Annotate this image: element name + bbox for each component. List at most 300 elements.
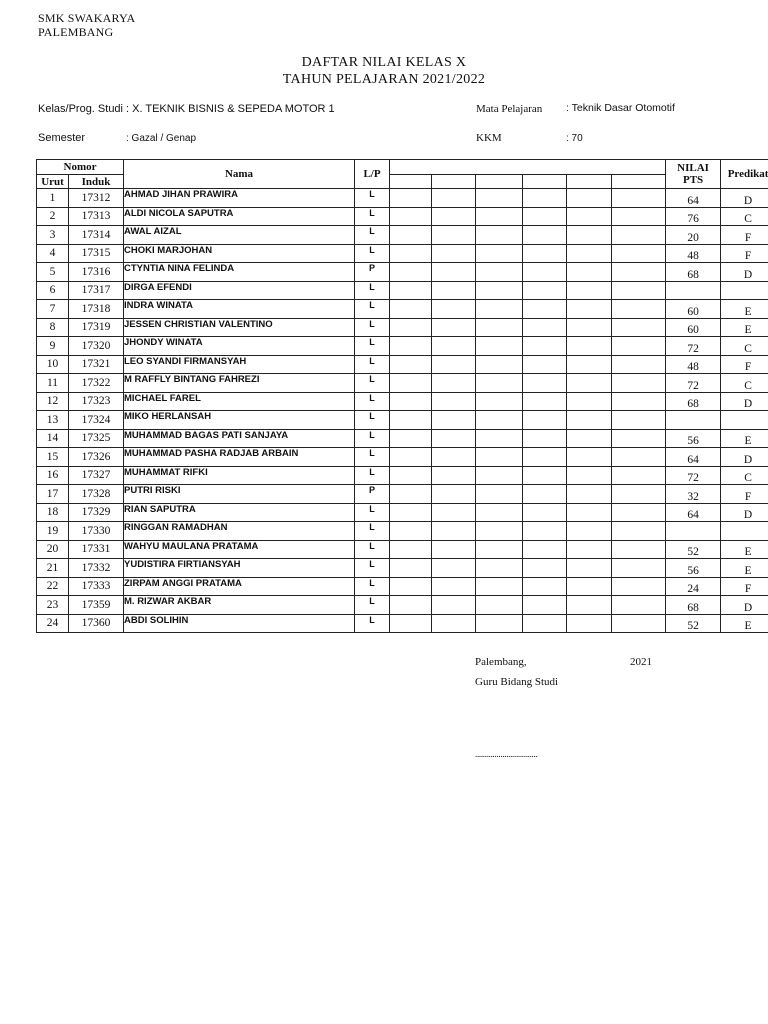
cell-induk: 17359: [69, 596, 124, 615]
kelas-value: : X. TEKNIK BISNIS & SEPEDA MOTOR 1: [126, 103, 335, 115]
table-row: [37, 263, 768, 282]
cell-blank: [432, 411, 476, 430]
mapel-label: Mata Pelajaran: [476, 103, 543, 115]
cell-nama: RIAN SAPUTRA: [124, 503, 355, 522]
cell-blank: [523, 448, 567, 467]
cell-blank: [432, 577, 476, 596]
cell-nilai: 56: [666, 429, 721, 448]
table-row: [37, 411, 768, 430]
cell-induk: 17313: [69, 207, 124, 226]
cell-blank: [567, 189, 612, 208]
cell-blank: [432, 189, 476, 208]
cell-blank: [567, 392, 612, 411]
cell-blank: [567, 355, 612, 374]
cell-blank: [432, 429, 476, 448]
cell-nama: M. RIZWAR AKBAR: [124, 596, 355, 615]
cell-blank: [390, 503, 432, 522]
cell-blank: [390, 374, 432, 393]
cell-blank: [390, 281, 432, 300]
cell-blank: [523, 300, 567, 319]
cell-nama: AWAL AIZAL: [124, 226, 355, 245]
cell-blank: [612, 263, 666, 282]
cell-nilai: 76: [666, 207, 721, 226]
cell-predikat: D: [721, 448, 768, 467]
cell-nama: RINGGAN RAMADHAN: [124, 522, 355, 541]
cell-blank: [567, 300, 612, 319]
cell-blank: [523, 485, 567, 504]
cell-urut: 22: [37, 577, 69, 596]
cell-blank: [432, 466, 476, 485]
cell-predikat: E: [721, 540, 768, 559]
header-blank-col: [523, 175, 567, 189]
cell-blank: [523, 466, 567, 485]
document-title: DAFTAR NILAI KELAS X: [301, 55, 467, 70]
table-row: [37, 337, 768, 356]
cell-blank: [390, 577, 432, 596]
cell-blank: [476, 226, 523, 245]
header-nilai-pts: [666, 160, 721, 189]
cell-blank: [476, 466, 523, 485]
cell-induk: 17325: [69, 429, 124, 448]
cell-nilai: 68: [666, 392, 721, 411]
cell-blank: [612, 466, 666, 485]
signature-role: Guru Bidang Studi: [475, 676, 559, 688]
cell-lp: L: [355, 355, 390, 374]
cell-lp: L: [355, 522, 390, 541]
cell-urut: 14: [37, 429, 69, 448]
cell-urut: 13: [37, 411, 69, 430]
signature-year: 2021: [630, 656, 652, 668]
cell-nilai: 20: [666, 226, 721, 245]
cell-nama: PUTRI RISKI: [124, 485, 355, 504]
cell-predikat: D: [721, 392, 768, 411]
cell-blank: [432, 448, 476, 467]
cell-blank: [523, 281, 567, 300]
cell-nama: ALDI NICOLA SAPUTRA: [124, 207, 355, 226]
cell-lp: L: [355, 189, 390, 208]
cell-nama: CTYNTIA NINA FELINDA: [124, 263, 355, 282]
cell-nilai: 56: [666, 559, 721, 578]
cell-lp: L: [355, 596, 390, 615]
cell-nilai: 60: [666, 318, 721, 337]
cell-blank: [476, 522, 523, 541]
cell-urut: 18: [37, 503, 69, 522]
header-blank-col: [390, 175, 432, 189]
header-nama: Nama: [124, 160, 355, 189]
cell-blank: [612, 337, 666, 356]
cell-blank: [390, 466, 432, 485]
cell-predikat: E: [721, 559, 768, 578]
table-row: [37, 466, 768, 485]
kkm-label: KKM: [476, 132, 502, 144]
cell-nama: LEO SYANDI FIRMANSYAH: [124, 355, 355, 374]
cell-blank: [390, 189, 432, 208]
cell-urut: 15: [37, 448, 69, 467]
header-lp: L/P: [355, 160, 390, 189]
cell-predikat: [721, 281, 768, 300]
cell-blank: [390, 429, 432, 448]
cell-lp: L: [355, 577, 390, 596]
header-nilai: NILAI: [677, 162, 709, 174]
cell-induk: 17316: [69, 263, 124, 282]
cell-blank: [476, 355, 523, 374]
cell-blank: [523, 540, 567, 559]
table-row: [37, 374, 768, 393]
cell-lp: L: [355, 318, 390, 337]
table-row: [37, 207, 768, 226]
cell-blank: [523, 392, 567, 411]
cell-nama: M RAFFLY BINTANG FAHREZI: [124, 374, 355, 393]
cell-predikat: C: [721, 466, 768, 485]
cell-blank: [476, 429, 523, 448]
cell-blank: [476, 596, 523, 615]
cell-blank: [432, 540, 476, 559]
cell-nama: MUHAMMAT RIFKI: [124, 466, 355, 485]
header-blank-col: [567, 175, 612, 189]
cell-blank: [612, 559, 666, 578]
school-name: SMK SWAKARYA: [38, 11, 136, 25]
cell-lp: L: [355, 411, 390, 430]
cell-nilai: 64: [666, 503, 721, 522]
cell-nilai: 72: [666, 337, 721, 356]
cell-blank: [567, 577, 612, 596]
cell-blank: [612, 300, 666, 319]
cell-blank: [390, 540, 432, 559]
signature-place: Palembang,: [475, 656, 527, 668]
grades-table: [36, 159, 768, 633]
cell-predikat: E: [721, 318, 768, 337]
cell-blank: [523, 596, 567, 615]
cell-blank: [523, 263, 567, 282]
cell-blank: [567, 522, 612, 541]
cell-induk: 17326: [69, 448, 124, 467]
table-row: [37, 614, 768, 633]
cell-blank: [567, 318, 612, 337]
cell-nilai: 68: [666, 263, 721, 282]
table-row: [37, 226, 768, 245]
cell-blank: [612, 540, 666, 559]
cell-blank: [390, 522, 432, 541]
cell-predikat: C: [721, 374, 768, 393]
cell-blank: [390, 614, 432, 633]
header-nomor: Nomor: [37, 160, 124, 175]
cell-predikat: C: [721, 207, 768, 226]
cell-nilai: [666, 281, 721, 300]
cell-lp: L: [355, 466, 390, 485]
cell-blank: [567, 374, 612, 393]
semester-value: : Gazal / Genap: [126, 133, 197, 144]
cell-blank: [432, 281, 476, 300]
cell-urut: 6: [37, 281, 69, 300]
cell-nilai: 32: [666, 485, 721, 504]
cell-blank: [476, 337, 523, 356]
cell-predikat: F: [721, 577, 768, 596]
cell-blank: [390, 263, 432, 282]
header-induk: Induk: [69, 175, 124, 189]
table-row: [37, 318, 768, 337]
cell-predikat: E: [721, 300, 768, 319]
cell-blank: [567, 559, 612, 578]
cell-blank: [476, 540, 523, 559]
cell-induk: 17320: [69, 337, 124, 356]
cell-induk: 17323: [69, 392, 124, 411]
cell-induk: 17318: [69, 300, 124, 319]
cell-blank: [612, 448, 666, 467]
cell-blank: [523, 226, 567, 245]
cell-predikat: D: [721, 263, 768, 282]
cell-blank: [612, 392, 666, 411]
cell-blank: [523, 614, 567, 633]
table-row: [37, 522, 768, 541]
cell-predikat: F: [721, 485, 768, 504]
mapel-value: : Teknik Dasar Otomotif: [566, 102, 675, 114]
cell-nama: ABDI SOLIHIN: [124, 614, 355, 633]
cell-blank: [476, 411, 523, 430]
cell-predikat: [721, 411, 768, 430]
cell-blank: [476, 614, 523, 633]
cell-blank: [432, 392, 476, 411]
cell-blank: [567, 448, 612, 467]
cell-blank: [432, 596, 476, 615]
cell-blank: [567, 207, 612, 226]
cell-blank: [567, 466, 612, 485]
cell-blank: [612, 429, 666, 448]
table-row: [37, 485, 768, 504]
cell-urut: 23: [37, 596, 69, 615]
cell-blank: [523, 207, 567, 226]
table-row: [37, 392, 768, 411]
cell-lp: L: [355, 614, 390, 633]
cell-blank: [476, 300, 523, 319]
cell-lp: L: [355, 503, 390, 522]
cell-nama: MICHAEL FAREL: [124, 392, 355, 411]
cell-blank: [612, 503, 666, 522]
cell-blank: [523, 577, 567, 596]
cell-blank: [567, 596, 612, 615]
cell-blank: [612, 318, 666, 337]
cell-blank: [612, 355, 666, 374]
cell-induk: 17331: [69, 540, 124, 559]
cell-urut: 19: [37, 522, 69, 541]
cell-induk: 17327: [69, 466, 124, 485]
cell-blank: [476, 189, 523, 208]
cell-lp: L: [355, 300, 390, 319]
cell-nilai: [666, 522, 721, 541]
signature-line: ................................: [475, 749, 538, 759]
cell-predikat: D: [721, 503, 768, 522]
cell-blank: [476, 207, 523, 226]
cell-urut: 20: [37, 540, 69, 559]
header-predikat: Predikat: [721, 160, 768, 189]
cell-blank: [612, 189, 666, 208]
cell-blank: [390, 485, 432, 504]
cell-induk: 17312: [69, 189, 124, 208]
cell-blank: [390, 355, 432, 374]
cell-nama: WAHYU MAULANA PRATAMA: [124, 540, 355, 559]
cell-blank: [523, 429, 567, 448]
cell-induk: 17332: [69, 559, 124, 578]
header-blank-col: [432, 175, 476, 189]
table-row: [37, 596, 768, 615]
cell-blank: [432, 559, 476, 578]
cell-blank: [390, 448, 432, 467]
cell-blank: [476, 374, 523, 393]
cell-blank: [612, 485, 666, 504]
cell-blank: [612, 374, 666, 393]
cell-blank: [432, 207, 476, 226]
table-row: [37, 577, 768, 596]
cell-predikat: D: [721, 596, 768, 615]
semester-label: Semester: [38, 132, 86, 144]
cell-blank: [567, 614, 612, 633]
cell-urut: 21: [37, 559, 69, 578]
cell-lp: L: [355, 429, 390, 448]
cell-blank: [612, 577, 666, 596]
cell-blank: [567, 263, 612, 282]
cell-lp: P: [355, 263, 390, 282]
kelas-label: Kelas/Prog. Studi: [38, 103, 123, 115]
table-row: [37, 244, 768, 263]
cell-blank: [476, 263, 523, 282]
header-blank-group: [390, 160, 666, 175]
cell-blank: [432, 485, 476, 504]
cell-blank: [390, 392, 432, 411]
cell-nama: DIRGA EFENDI: [124, 281, 355, 300]
cell-lp: L: [355, 540, 390, 559]
cell-predikat: C: [721, 337, 768, 356]
cell-urut: 2: [37, 207, 69, 226]
cell-induk: 17317: [69, 281, 124, 300]
cell-blank: [476, 448, 523, 467]
cell-induk: 17360: [69, 614, 124, 633]
cell-nilai: 72: [666, 374, 721, 393]
cell-blank: [432, 522, 476, 541]
cell-blank: [390, 559, 432, 578]
cell-induk: 17319: [69, 318, 124, 337]
cell-blank: [567, 226, 612, 245]
cell-urut: 24: [37, 614, 69, 633]
cell-nama: ZIRPAM ANGGI PRATAMA: [124, 577, 355, 596]
cell-blank: [612, 411, 666, 430]
cell-blank: [523, 411, 567, 430]
cell-blank: [432, 355, 476, 374]
cell-nama: CHOKI MARJOHAN: [124, 244, 355, 263]
cell-predikat: F: [721, 244, 768, 263]
cell-blank: [476, 485, 523, 504]
cell-blank: [432, 263, 476, 282]
table-row: [37, 540, 768, 559]
cell-nama: MIKO HERLANSAH: [124, 411, 355, 430]
cell-blank: [432, 337, 476, 356]
cell-induk: 17321: [69, 355, 124, 374]
cell-nilai: 64: [666, 189, 721, 208]
cell-predikat: F: [721, 226, 768, 245]
grade-rows: [37, 189, 768, 633]
cell-blank: [612, 244, 666, 263]
cell-nama: MUHAMMAD BAGAS PATI SANJAYA: [124, 429, 355, 448]
cell-urut: 10: [37, 355, 69, 374]
cell-lp: L: [355, 207, 390, 226]
cell-blank: [390, 226, 432, 245]
cell-predikat: D: [721, 189, 768, 208]
cell-blank: [390, 318, 432, 337]
cell-blank: [390, 300, 432, 319]
header-blank-col: [476, 175, 523, 189]
cell-blank: [567, 429, 612, 448]
header-urut: Urut: [37, 175, 69, 189]
cell-blank: [567, 337, 612, 356]
cell-nilai: 48: [666, 244, 721, 263]
cell-urut: 12: [37, 392, 69, 411]
table-row: [37, 300, 768, 319]
cell-blank: [476, 503, 523, 522]
cell-blank: [523, 559, 567, 578]
cell-blank: [567, 411, 612, 430]
cell-nilai: 60: [666, 300, 721, 319]
cell-blank: [390, 244, 432, 263]
cell-urut: 16: [37, 466, 69, 485]
cell-blank: [523, 318, 567, 337]
cell-blank: [523, 522, 567, 541]
cell-lp: L: [355, 226, 390, 245]
cell-nilai: 24: [666, 577, 721, 596]
cell-nilai: 68: [666, 596, 721, 615]
cell-blank: [567, 485, 612, 504]
cell-blank: [432, 503, 476, 522]
cell-blank: [612, 281, 666, 300]
cell-nilai: 52: [666, 540, 721, 559]
table-row: [37, 429, 768, 448]
cell-lp: L: [355, 448, 390, 467]
cell-lp: L: [355, 374, 390, 393]
cell-blank: [567, 503, 612, 522]
cell-lp: L: [355, 337, 390, 356]
cell-blank: [567, 540, 612, 559]
table-row: [37, 503, 768, 522]
cell-induk: 17330: [69, 522, 124, 541]
cell-nilai: 72: [666, 466, 721, 485]
cell-blank: [523, 355, 567, 374]
cell-lp: L: [355, 281, 390, 300]
cell-lp: L: [355, 559, 390, 578]
cell-blank: [523, 503, 567, 522]
cell-urut: 4: [37, 244, 69, 263]
cell-blank: [612, 522, 666, 541]
cell-blank: [476, 577, 523, 596]
cell-blank: [476, 318, 523, 337]
cell-induk: 17329: [69, 503, 124, 522]
cell-blank: [390, 596, 432, 615]
header-blank-col: [612, 175, 666, 189]
cell-blank: [612, 226, 666, 245]
cell-induk: 17328: [69, 485, 124, 504]
cell-induk: 17324: [69, 411, 124, 430]
cell-blank: [390, 207, 432, 226]
cell-nama: INDRA WINATA: [124, 300, 355, 319]
cell-induk: 17314: [69, 226, 124, 245]
cell-blank: [612, 596, 666, 615]
school-city: PALEMBANG: [38, 25, 114, 39]
cell-urut: 5: [37, 263, 69, 282]
table-row: [37, 448, 768, 467]
cell-induk: 17333: [69, 577, 124, 596]
cell-blank: [567, 281, 612, 300]
cell-nilai: 52: [666, 614, 721, 633]
cell-blank: [476, 392, 523, 411]
cell-blank: [476, 559, 523, 578]
cell-urut: 1: [37, 189, 69, 208]
cell-blank: [476, 244, 523, 263]
